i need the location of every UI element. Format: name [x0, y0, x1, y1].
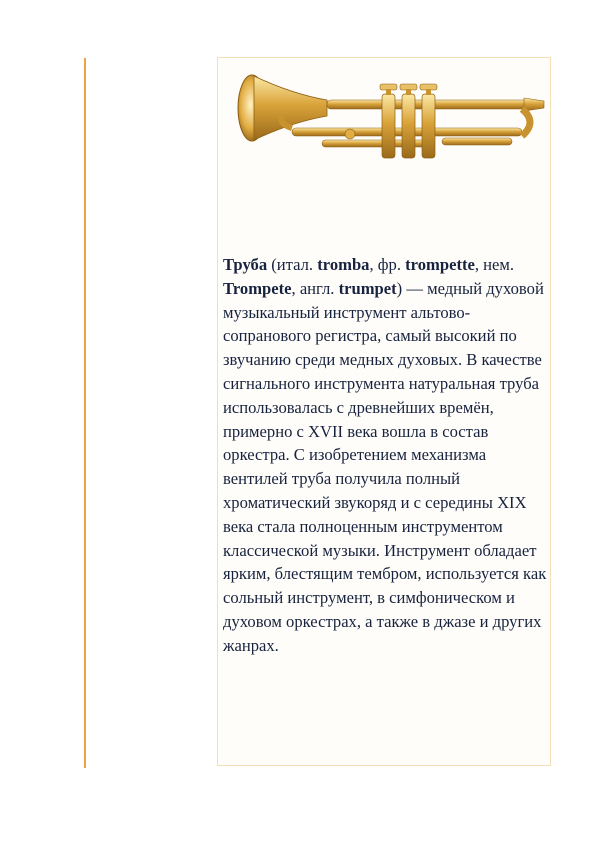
trumpet-card	[217, 57, 551, 766]
article-part-3: , нем.	[474, 255, 515, 274]
trumpet-image	[232, 66, 548, 176]
term-german: Trompete	[223, 278, 292, 298]
margin-rule	[84, 58, 86, 768]
article-part-2: , фр.	[369, 255, 406, 274]
article-term: Труба	[223, 255, 268, 274]
article-part-4: , англ.	[291, 278, 339, 298]
term-english: trumpet	[338, 278, 397, 298]
article-text	[223, 253, 549, 658]
article-part-1: (итал.	[267, 255, 318, 274]
article-body: ) — медный духовой музыкальный инструмент альтово-сопранового регистра, самый высокий по звучанию среди медных духовых. В качестве сигнального инструмента натуральная труба использовалась с древнейших времён, примерно с XVII века вошла в состав оркестра. С изобретением механизма вентилей труба получила полный хроматический звукоряд и с середины XIX века стала полноценным инструментом классической музыки. Инструмент обладает ярким, блестящим тембром, используется как сольный инструмент, в симфоническом и духовом оркестрах, а также в джазе и других жанрах.	[223, 278, 547, 655]
term-italian: tromba	[317, 255, 370, 274]
term-french: trompette	[405, 255, 475, 274]
